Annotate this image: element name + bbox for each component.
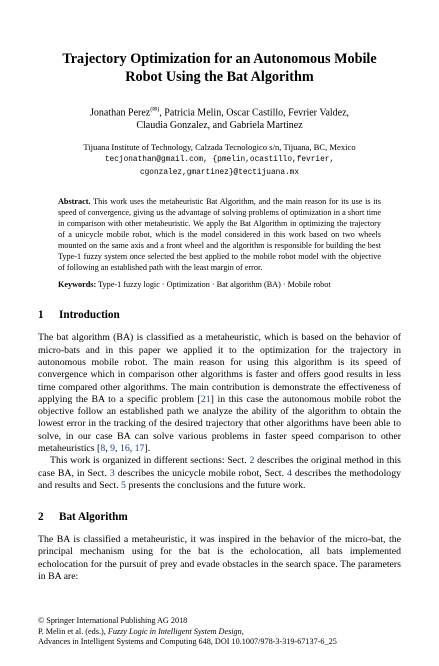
copyright-line: © Springer International Publishing AG 2018 [38,616,188,625]
abstract [58,196,381,273]
section-ref-link[interactable]: 5 [120,479,126,491]
text-run: presents the conclusions and the future work. [125,479,306,491]
keywords-text: Type-1 fuzzy logic · Optimization · Bat algorithm (BA) · Mobile robot [98,280,331,290]
section-ref-link[interactable]: 3 [109,467,115,479]
section-heading-bat-algorithm [38,511,401,523]
paper-title: Trajectory Optimization for an Autonomous Mobile Robot Using the Bat Algorithm [62,51,377,85]
section-title: Bat Algorithm [59,511,128,524]
text-run: P. Melin et al. (eds.), [38,626,108,636]
section-ref-link[interactable]: 4 [286,467,292,479]
text-run: describes the methodology and results and Sect. [38,467,401,491]
section-number: 1 [38,309,44,322]
citation-link[interactable]: 21 [200,393,211,405]
text-run: ]. [144,443,151,454]
citation-link[interactable]: 8 [100,443,106,454]
emails-line-2: cgonzalez,gmartinez}@tectijuana.mx [139,169,300,178]
book-title: Fuzzy Logic in Intelligent System Design [107,626,242,636]
section-ref-link[interactable]: 2 [249,455,255,467]
author-list [38,104,401,132]
keywords [58,279,381,290]
section-heading-introduction [38,309,401,321]
section-title: Introduction [59,309,120,322]
intro-paragraph-2 [38,455,401,492]
text-run: , [241,626,244,636]
author-first: Jonathan Perez [89,107,151,119]
section-number: 2 [38,511,44,524]
affiliation [38,142,401,179]
text-run: describes the original method in this case BA, in Sect. [38,455,401,479]
series-line: Advances in Intelligent Systems and Computing 648, DOI 10.1007/978-3-319-67137-6_25 [38,637,337,646]
text-run: describes the unicycle mobile robot, Sect. [114,467,287,479]
author-rest: , Patricia Melin, Oscar Castillo, Fevrier Valdez, [159,107,350,119]
keywords-label: Keywords: [58,280,97,290]
envelope-icon: (✉) [150,107,160,113]
emails-line-1: tecjonathan@gmail.com, {pmelin,ocastillo,fevrier, [104,156,335,165]
intro-paragraph-1: The bat algorithm (BA) is classified as a metaheuristic, which is based on the behavior of micro-bats and in this paper we applied it to the optimization for the trajectory in autonomous mobile robot. The main reason for using this algorithm is its speed of convergence which in comparison other algorithms is faster and offers good results in less time compared other algorithms. The main contribution is demonstrate the effectiveness of applying the BA to a specific problem [21] in this case the autonomous mobile robot the objective follow an established path we analyze the ability of the algorithm to obtain the lowest error in the tracking of the desired trajectory that other algorithms have been able to solve, in our case BA can solve various problems in faster speed comparison to other metaheuristics [8, 9, 16, 17]. [38,332,401,454]
author-line-2: Claudia Gonzalez, and Gabriela Martinez [136,120,303,132]
abstract-text: This work uses the metaheuristic Bat Algorithm, and the main reason for its use is its speed of convergence, giving us the advantage of solving problems of optimization in a short time in comparison with other metaheuristic. We apply the Bat Algorithm in optimizing the trajectory of a unicycle mobile robot, which is the model considered in this work based on two wheels mounted on the same axis and a front wheel and the algorithm is responsible for building the best Type-1 fuzzy system once selected the best applied to the mobile robot model with the objective of following an established path with the least margin of error. [58,197,381,273]
text-run: The bat algorithm (BA) is classified as a metaheuristic, which is based on the behavior of micro-bats and in this paper we applied it to the optimization for the trajectory in autonomous mobile robot. The main reason for using this algorithm is its speed of convergence which in comparison other algorithms is faster and offers good results in less time compared other algorithms. The main contribution is demonstrate the effectiveness of applying the BA to a specific problem [ [38,332,401,405]
text-run: This work is organized in different sections: Sect. [50,455,250,467]
bat-paragraph-1: The BA is classified a metaheuristic, it was inspired in the behavior of the micro-bat, the principal mechanism using for the bat is the echolocation, all bats implemented echolocation for the pursuit of prey and evade obstacles in the search space. The parameters in BA are: [38,534,401,583]
citation-link[interactable]: 16 [119,443,130,454]
citation-link[interactable]: 17 [134,443,145,454]
page-footer [38,616,401,648]
institution: Tijuana Institute of Technology, Calzada Tecnologico s/n, Tijuana, BC, Mexico [83,142,356,153]
abstract-label: Abstract. [58,197,91,207]
text-run: ] in this case the autonomous mobile robot the objective follow an established path we analyze the ability of the algorithm to obtain the lowest error in the tracking of the desired trajectory that other algorithms have been able to solve, in our case BA can solve various problems in faster speed comparison to other metaheuristics [ [38,393,401,454]
citation-link[interactable]: 9 [110,443,116,454]
editors-line [38,627,401,638]
